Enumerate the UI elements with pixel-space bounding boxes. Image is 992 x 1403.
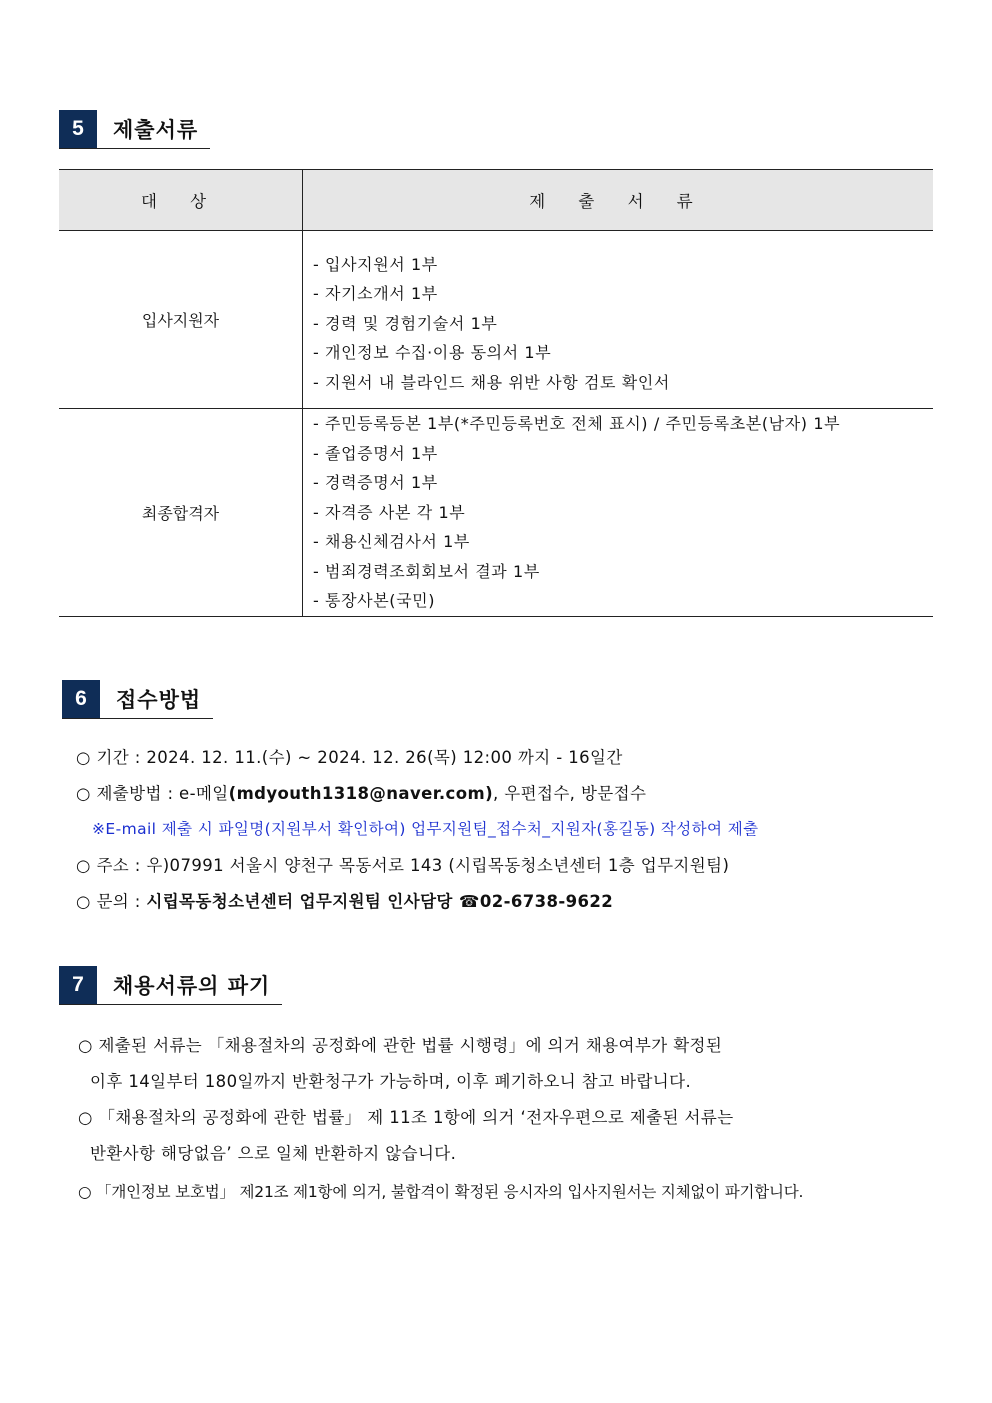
section-title: 채용서류의 파기 bbox=[113, 974, 271, 998]
list-item: - 주민등록등본 1부(*주민등록번호 전체 표시) / 주민등록초본(남자) 1부 bbox=[313, 414, 841, 434]
section-number-badge: 7 bbox=[59, 966, 97, 1004]
section-7-header bbox=[59, 966, 282, 1005]
list-item: - 개인정보 수집·이용 동의서 1부 bbox=[313, 343, 552, 363]
method-prefix: ○ 제출방법 : e-메일 bbox=[76, 784, 229, 803]
list-item: - 자기소개서 1부 bbox=[313, 284, 438, 304]
section-number-badge: 5 bbox=[59, 110, 97, 148]
header-documents: 제 출 서 류 bbox=[303, 170, 934, 231]
section-title: 접수방법 bbox=[116, 688, 202, 712]
filename-note: ※E-mail 제출 시 파일명(지원부서 확인하여) 업무지원팀_접수처_지원자(홍길동) 작성하여 제출 bbox=[92, 820, 759, 838]
method-suffix: , 우편접수, 방문접수 bbox=[493, 784, 647, 803]
list-item: - 경력 및 경험기술서 1부 bbox=[313, 313, 498, 333]
method-line bbox=[76, 780, 646, 804]
section-6-header bbox=[62, 680, 213, 719]
method-email: (mdyouth1318@naver.com) bbox=[228, 784, 494, 803]
table-row bbox=[59, 409, 933, 617]
list-item: - 자격증 사본 각 1부 bbox=[313, 502, 466, 522]
disposal-para-3: ○ 「개인정보 보호법」 제21조 제1항에 의거, 불합격이 확정된 응시자의 입사지원서는 지체없이 파기합니다. bbox=[78, 1183, 804, 1201]
address-line: ○ 주소 : 우)07991 서울시 양천구 목동서로 143 (시립목동청소년센터 1층 업무지원팀) bbox=[76, 856, 730, 875]
list-item: - 졸업증명서 1부 bbox=[313, 443, 438, 463]
row-target: 입사지원자 bbox=[59, 231, 303, 409]
row-items bbox=[303, 231, 934, 409]
list-item: - 지원서 내 블라인드 채용 위반 사항 검토 확인서 bbox=[313, 372, 670, 392]
list-item: - 입사지원서 1부 bbox=[313, 254, 438, 274]
inquiry-line bbox=[76, 888, 613, 912]
list-item: - 경력증명서 1부 bbox=[313, 473, 438, 493]
inquiry-contact: 시립목동청소년센터 업무지원팀 인사담당 ☎02-6738-9622 bbox=[146, 892, 614, 911]
section-title: 제출서류 bbox=[113, 118, 199, 142]
disposal-para-2-line-2: 반환사항 해당없음’ 으로 일체 반환하지 않습니다. bbox=[90, 1144, 457, 1163]
list-item: - 범죄경력조회회보서 결과 1부 bbox=[313, 561, 540, 581]
row-target: 최종합격자 bbox=[59, 409, 303, 617]
disposal-para-1-line-2: 이후 14일부터 180일까지 반환청구가 가능하며, 이후 폐기하오니 참고 바랍니다. bbox=[90, 1072, 692, 1091]
list-item: - 채용신체검사서 1부 bbox=[313, 532, 470, 552]
inquiry-prefix: ○ 문의 : bbox=[76, 892, 147, 911]
disposal-para-2-line-1: ○ 「채용절차의 공정화에 관한 법률」 제 11조 1항에 의거 ‘전자우편으로 제출된 서류는 bbox=[78, 1108, 734, 1127]
table-header-row bbox=[59, 170, 933, 231]
documents-table bbox=[59, 169, 933, 617]
row-items bbox=[303, 409, 934, 617]
disposal-para-1-line-1: ○ 제출된 서류는 「채용절차의 공정화에 관한 법률 시행령」에 의거 채용여부가 확정된 bbox=[78, 1036, 723, 1055]
list-item: - 통장사본(국민) bbox=[313, 591, 436, 611]
section-number-badge: 6 bbox=[62, 680, 100, 718]
table-row bbox=[59, 231, 933, 409]
section-5-header bbox=[59, 110, 210, 149]
period-line: ○ 기간 : 2024. 12. 11.(수) ~ 2024. 12. 26(목) 12:00 까지 - 16일간 bbox=[76, 748, 623, 767]
header-target: 대 상 bbox=[59, 170, 303, 231]
